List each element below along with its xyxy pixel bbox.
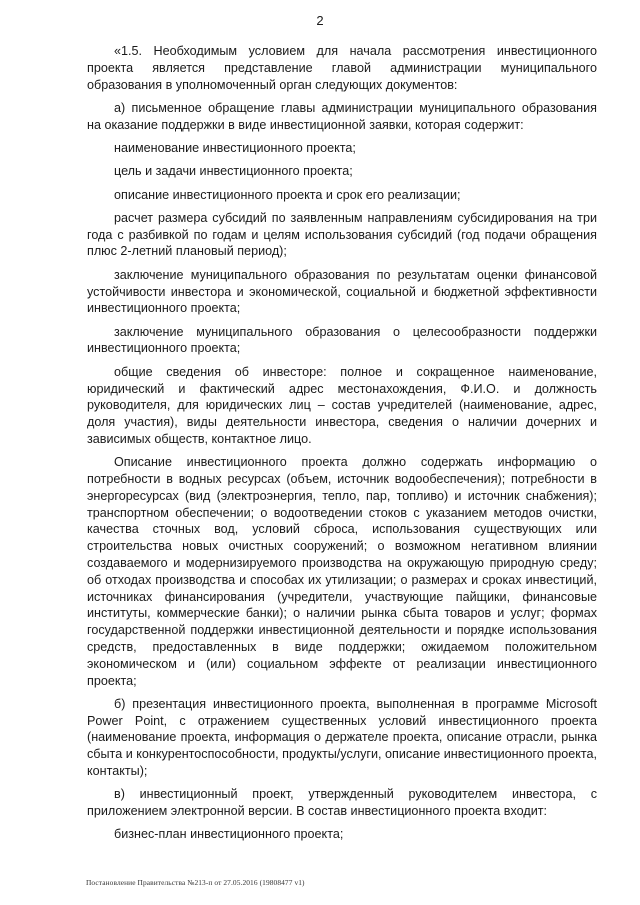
paragraph-item-b: б) презентация инвестиционного проекта, выполненная в программе Microsoft Power Point, с отражением существенных условий инвестиционного проекта (наименование проекта, информация о держателе проекта, описание отрасли, рынка сбыта и конкурентоспособности, продукты/услуги, описание инвестиционного проекта, контакты); [87, 696, 597, 779]
list-item-business-plan: бизнес-план инвестиционного проекта; [114, 827, 344, 842]
list-item-subsidy-calc: расчет размера субсидий по заявленным направлениям субсидирования на три года с разбивкой по годам и целям использования субсидий (год подачи обращения плюс 2-летний плановый период); [87, 210, 597, 259]
list-item-financial-conclusion: заключение муниципального образования по результатам оценки финансовой устойчивости инвестора и экономической, социальной и бюджетной эффективности инвестиционного проекта; [87, 267, 597, 316]
document-footer: Постановление Правительства №213-п от 27.05.2016 (19808477 v1) [86, 878, 305, 887]
page-number: 2 [316, 13, 324, 28]
document-body [87, 43, 597, 850]
list-item-project-name: наименование инвестиционного проекта; [114, 140, 356, 155]
paragraph-item-a: а) письменное обращение главы администрации муниципального образования на оказание поддержки в виде инвестиционной заявки, которая содержит: [87, 100, 597, 132]
paragraph-project-description: Описание инвестиционного проекта должно содержать информацию о потребности в водных ресурсах (объем, источник водообеспечения); потребности в энергоресурсах (вид (электроэнергия, тепло, пар, топливо) и источник снабжения); транспортном обеспечении; о водоотведении стоков с указанием методов очистки, качества сточных вод, условий сброса, использования существующих или строительства новых очистных сооружений; о возможном негативном влиянии создаваемого и модернизируемого производства на окружающую природную среду; об отходах производства и способах их утилизации; о размерах и сроках инвестиций, источниках финансирования (учредители, участвующие пайщики, финансовые институты, коммерческие банки); о наличии рынка сбыта товаров и услуг; формах государственной поддержки инвестиционной деятельности и порядке использования средств, предоставленных в виде поддержки; ожидаемом положительном экономическом и (или) социальном эффекте от реализации инвестиционного проекта; [87, 455, 597, 688]
list-item-goals: цель и задачи инвестиционного проекта; [114, 164, 353, 179]
list-item-description: описание инвестиционного проекта и срок его реализации; [114, 187, 461, 202]
paragraph-1-5-intro: «1.5. Необходимым условием для начала рассмотрения инвестиционного проекта является представление главой администрации муниципального образования в уполномоченный орган следующих документов: [87, 44, 597, 92]
list-item-investor-info: общие сведения об инвесторе: полное и сокращенное наименование, юридический и фактический адрес местонахождения, Ф.И.О. и должность руководителя, для юридических лиц – состав учредителей (наименование, адрес, доля участия), виды деятельности инвестора, сведения о наличии дочерних и зависимых обществ, контактное лицо. [87, 364, 597, 446]
list-item-feasibility-conclusion: заключение муниципального образования о целесообразности поддержки инвестиционного проекта; [87, 324, 597, 356]
paragraph-item-v: в) инвестиционный проект, утвержденный руководителем инвестора, с приложением электронной версии. В состав инвестиционного проекта входит: [87, 787, 597, 819]
